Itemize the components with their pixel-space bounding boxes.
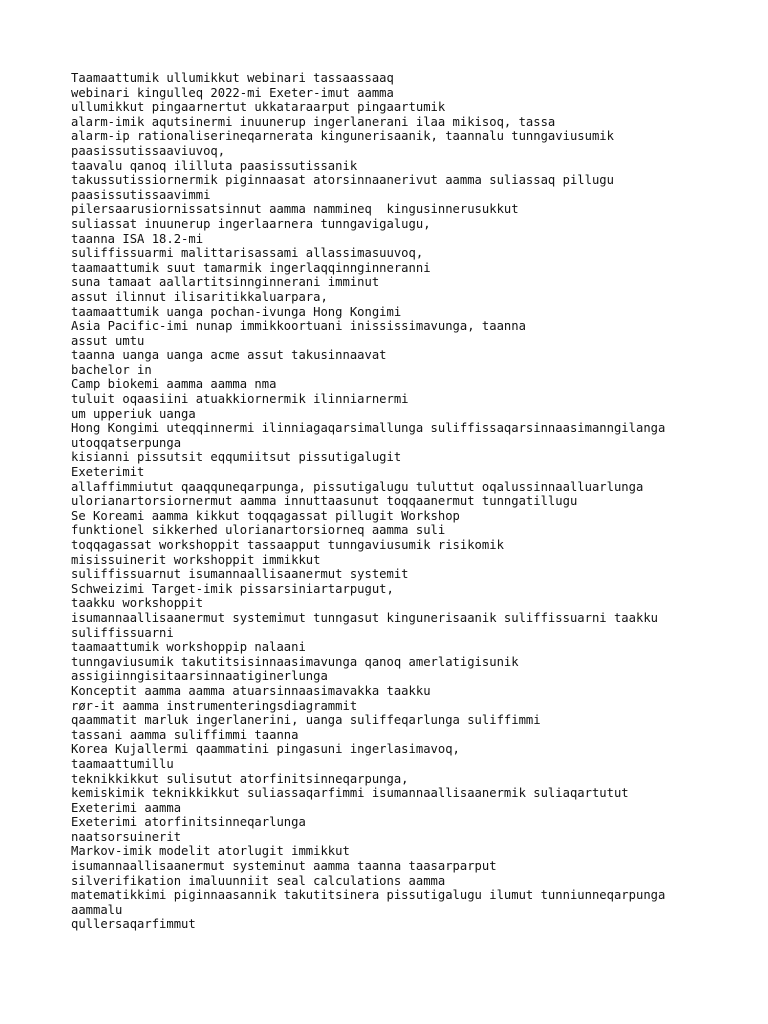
- text-line: kisianni pissutsit eqqumiitsut pissutigalugit: [71, 450, 402, 465]
- text-line: taanna ISA 18.2-mi: [71, 231, 204, 246]
- text-line: um upperiuk uanga: [71, 406, 196, 421]
- text-line: paasissutissaavimmi: [71, 187, 211, 202]
- document-text: [71, 71, 711, 932]
- text-line: Exeterimi atorfinitsinneqarlunga: [71, 815, 306, 830]
- text-line: bachelor in: [71, 362, 152, 377]
- text-line: suliffissuarmi malittarisassami allassimasuuvoq,: [71, 246, 424, 261]
- text-line: suliassat inuunerup ingerlaarnera tunngavigalugu,: [71, 216, 431, 231]
- text-line: taakku workshoppit: [71, 596, 204, 611]
- text-line: assut umtu: [71, 333, 145, 348]
- text-line: tunngaviusumik takutitsisinnaasimavunga qanoq amerlatigisunik: [71, 654, 519, 669]
- text-line: Markov-imik modelit atorlugit immikkut: [71, 844, 350, 859]
- text-line: qullersaqarfimmut: [71, 917, 196, 932]
- text-line: taavalu qanoq ililluta paasissutissanik: [71, 158, 358, 173]
- text-line: tassani aamma suliffimmi taanna: [71, 727, 299, 742]
- text-line: takussutissiornermik piginnaasat atorsinnaanerivut aamma suliassaq pillugu: [71, 173, 614, 188]
- text-line: qaammatit marluk ingerlanerini, uanga suliffeqarlunga suliffimmi: [71, 713, 541, 728]
- text-line: funktionel sikkerhed ulorianartorsiorneq aamma suli: [71, 523, 446, 538]
- text-line: allaffimmiutut qaaqquneqarpunga, pissutigalugu tuluttut oqalussinnaalluarlunga: [71, 479, 644, 494]
- text-line: Se Koreami aamma kikkut toqqagassat pillugit Workshop: [71, 508, 460, 523]
- text-line: paasissutissaaviuvoq,: [71, 143, 226, 158]
- text-line: isumannaallisaanermut systeminut aamma taanna taasarparput: [71, 859, 497, 874]
- text-line: Schweizimi Target-imik pissarsiniartarpugut,: [71, 581, 394, 596]
- text-line: ullumikkut pingaarnertut ukkataraarput pingaartumik: [71, 100, 446, 115]
- text-line: Exeterimi aamma: [71, 800, 182, 815]
- text-line: Hong Kongimi uteqqinnermi ilinniagaqarsimallunga suliffissaqarsinnaasimanngilanga: [71, 421, 666, 436]
- text-line: Asia Pacific-imi nunap immikkoortuani inississimavunga, taanna: [71, 319, 526, 334]
- text-line: Korea Kujallermi qaammatini pingasuni ingerlasimavoq,: [71, 742, 460, 757]
- text-line: taamaattumillu: [71, 756, 174, 771]
- text-line: alarm-ip rationaliserineqarnerata kingunerisaanik, taannalu tunngaviusumik: [71, 129, 614, 144]
- text-line: rør-it aamma instrumenteringsdiagrammit: [71, 698, 358, 713]
- text-line: Exeterimit: [71, 465, 145, 480]
- text-line: alarm-imik aqutsinermi inuunerup ingerlanerani ilaa mikisoq, tassa: [71, 114, 556, 129]
- text-line: Camp biokemi aamma aamma nma: [71, 377, 277, 392]
- text-line: kemiskimik teknikkikkut suliassaqarfimmi isumannaallisaanermik suliaqartutut: [71, 786, 629, 801]
- text-line: toqqagassat workshoppit tassaapput tunngaviusumik risikomik: [71, 538, 504, 552]
- text-line: suliffissuarni: [71, 625, 174, 640]
- text-line: taamaattumik uanga pochan-ivunga Hong Kongimi: [71, 304, 402, 319]
- text-line: isumannaallisaanermut systemimut tunngasut kingunerisaanik suliffissuarni taakku: [71, 610, 658, 625]
- text-line: taamaattumik suut tamarmik ingerlaqqinnginneranni: [71, 260, 431, 275]
- text-line: silverifikation imaluunniit seal calculations aamma: [71, 873, 446, 888]
- text-line: teknikkikkut sulisutut atorfinitsinneqarpunga,: [71, 771, 409, 786]
- text-line: aammalu: [71, 902, 123, 917]
- text-line: taamaattumik workshoppip nalaani: [71, 640, 306, 655]
- text-line: assut ilinnut ilisaritikkaluarpara,: [71, 289, 328, 304]
- text-line: assigiinngisitaarsinnaatiginerlunga: [71, 669, 328, 684]
- text-line: webinari kingulleq 2022-mi Exeter-imut aamma: [71, 85, 394, 100]
- text-line: pilersaarusiornissatsinnut aamma nammineq kingusinnerusukkut: [71, 202, 519, 217]
- text-line: suna tamaat aallartitsinnginnerani imminut: [71, 275, 380, 290]
- text-line: misissuinerit workshoppit immikkut: [71, 552, 321, 567]
- text-line: naatsorsuinerit: [71, 829, 182, 844]
- text-line: utoqqatserpunga: [71, 435, 182, 450]
- text-line: suliffissuarnut isumannaallisaanermut systemit: [71, 567, 409, 582]
- text-line: taanna uanga uanga acme assut takusinnaavat: [71, 348, 387, 363]
- text-line: ulorianartorsiornermut aamma innuttaasunut toqqaanermut tunngatillugu: [71, 494, 578, 509]
- text-line: matematikkimi piginnaasannik takutitsinera pissutigalugu ilumut tunniunneqarpunga: [71, 888, 666, 903]
- text-line: Taamaattumik ullumikkut webinari tassaassaaq: [71, 71, 394, 85]
- text-line: Konceptit aamma aamma atuarsinnaasimavakka taakku: [71, 683, 431, 698]
- text-line: tuluit oqaasiini atuakkiornermik ilinniarnermi: [71, 392, 409, 407]
